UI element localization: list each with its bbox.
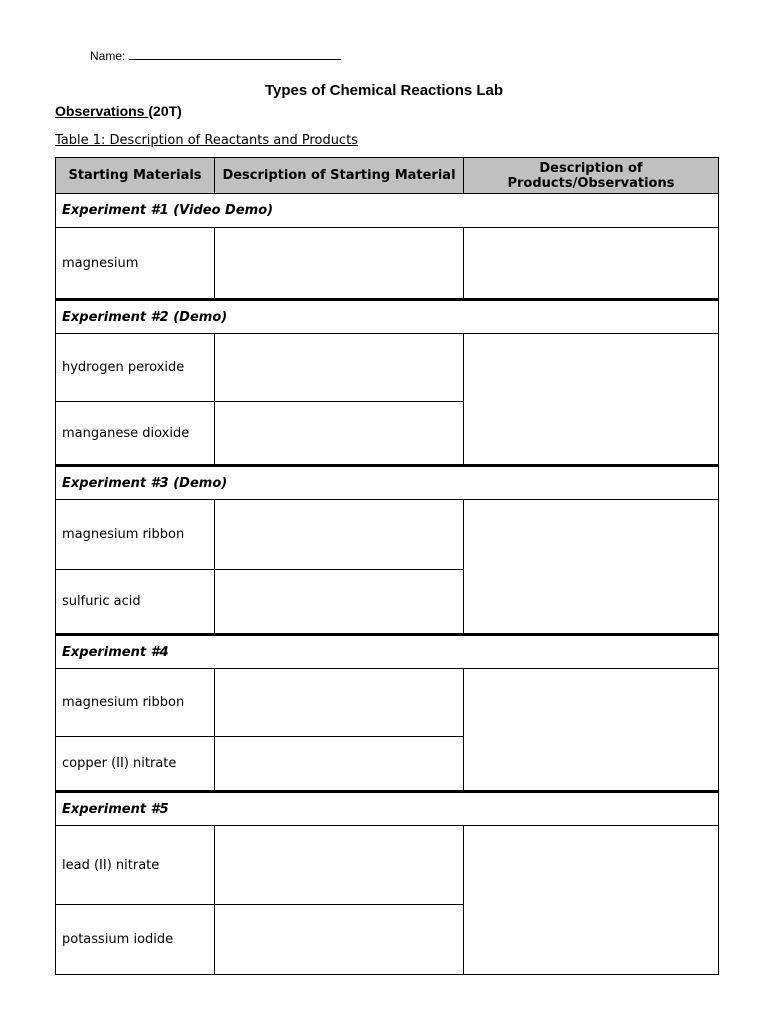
material-name: manganese dioxide xyxy=(56,402,215,466)
experiment-row xyxy=(56,300,719,334)
observations-cell[interactable] xyxy=(464,500,719,635)
name-label: Name: xyxy=(90,49,126,63)
observations-cell[interactable] xyxy=(464,334,719,466)
experiment-title: Experiment #1 (Video Demo) xyxy=(56,194,719,228)
experiment-title: Experiment #3 (Demo) xyxy=(56,466,719,500)
observations-cell[interactable] xyxy=(464,826,719,975)
starting-description-cell[interactable] xyxy=(215,402,464,466)
experiment-row xyxy=(56,635,719,669)
experiment-title: Experiment #5 xyxy=(56,792,719,826)
material-name: hydrogen peroxide xyxy=(56,334,215,402)
starting-description-cell[interactable] xyxy=(215,905,464,975)
document-title: Types of Chemical Reactions Lab xyxy=(264,82,504,99)
material-name: copper (II) nitrate xyxy=(56,737,215,792)
starting-description-cell[interactable] xyxy=(215,334,464,402)
material-name: sulfuric acid xyxy=(56,570,215,635)
material-row xyxy=(56,334,719,402)
starting-description-cell[interactable] xyxy=(215,826,464,905)
experiment-row xyxy=(56,466,719,500)
starting-description-cell[interactable] xyxy=(215,737,464,792)
experiment-row xyxy=(56,792,719,826)
starting-description-cell[interactable] xyxy=(215,669,464,737)
experiment-title: Experiment #4 xyxy=(56,635,719,669)
material-name: magnesium ribbon xyxy=(56,669,215,737)
table-caption: Table 1: Description of Reactants and Products xyxy=(55,133,358,148)
experiment-row xyxy=(56,194,719,228)
material-name: magnesium ribbon xyxy=(56,500,215,570)
observations-points: (20T) xyxy=(148,103,182,119)
observations-heading xyxy=(55,103,182,119)
column-header-description-starting: Description of Starting Material xyxy=(215,158,464,194)
material-name: potassium iodide xyxy=(56,905,215,975)
column-header-description-products: Description of Products/Observations xyxy=(464,158,719,194)
material-row xyxy=(56,669,719,737)
observations-cell[interactable] xyxy=(464,228,719,300)
material-row xyxy=(56,500,719,570)
material-row xyxy=(56,826,719,905)
starting-description-cell[interactable] xyxy=(215,570,464,635)
material-name: magnesium xyxy=(56,228,215,300)
column-header-starting-materials: Starting Materials xyxy=(56,158,215,194)
material-name: lead (II) nitrate xyxy=(56,826,215,905)
observations-label: Observations xyxy=(55,103,149,119)
material-row xyxy=(56,228,719,300)
name-field xyxy=(90,48,341,63)
experiment-title: Experiment #2 (Demo) xyxy=(56,300,719,334)
table-header-row xyxy=(56,158,719,194)
name-blank-line[interactable] xyxy=(129,48,341,60)
starting-description-cell[interactable] xyxy=(215,500,464,570)
reactions-table xyxy=(55,157,719,975)
starting-description-cell[interactable] xyxy=(215,228,464,300)
observations-cell[interactable] xyxy=(464,669,719,792)
